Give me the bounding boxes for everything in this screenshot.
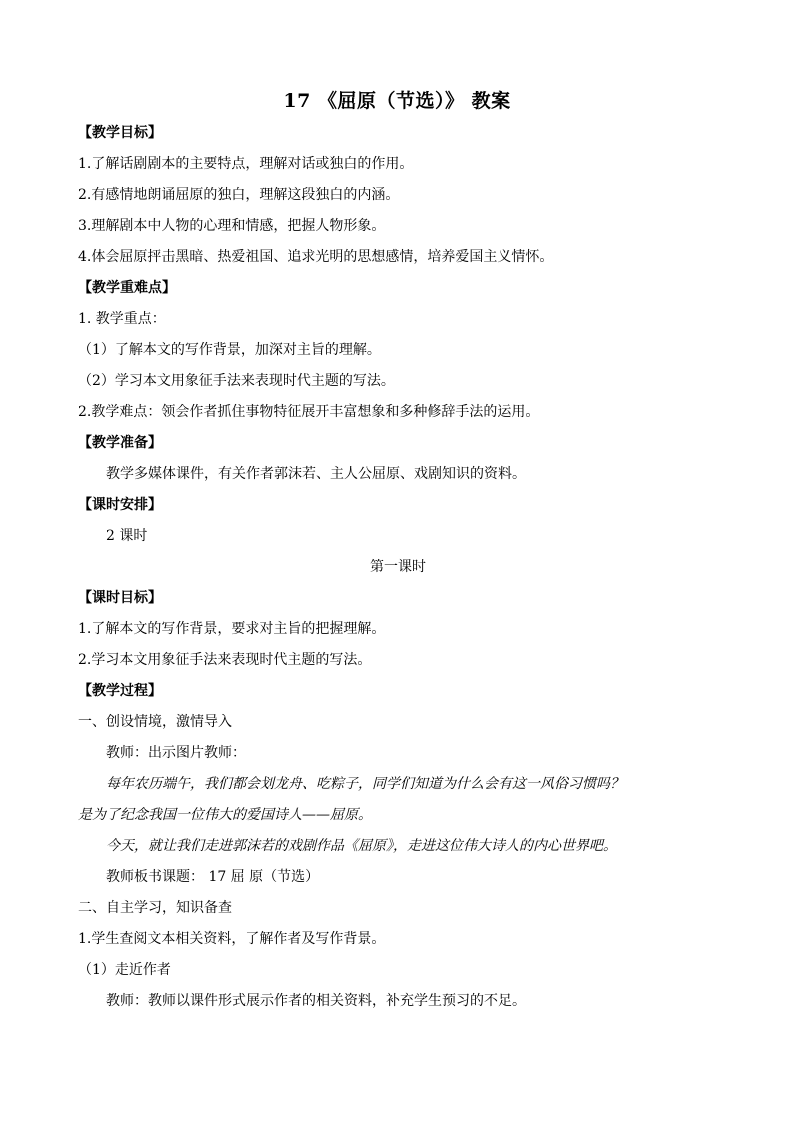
text-line: 1.了解本文的写作背景，要求对主旨的把握理解。 bbox=[78, 621, 386, 637]
section-heading: 【教学重难点】 bbox=[78, 280, 176, 296]
text-line: （1）走近作者 bbox=[78, 962, 171, 978]
text-line: 教师板书课题： 17 屈 原（节选） bbox=[106, 869, 320, 885]
text-line: 2.教学难点：领会作者抓住事物特征展开丰富想象和多种修辞手法的运用。 bbox=[78, 404, 540, 420]
text-line: （1）了解本文的写作背景，加深对主旨的理解。 bbox=[78, 342, 381, 358]
text-line: 教学多媒体课件，有关作者郭沫若、主人公屈原、戏剧知识的资料。 bbox=[106, 466, 526, 482]
text-line: 2.学习本文用象征手法来表现时代主题的写法。 bbox=[78, 652, 372, 668]
text-line: 教师：出示图片教师： bbox=[106, 745, 246, 761]
text-line: 2 课时 bbox=[106, 528, 148, 544]
text-line: 教师：教师以课件形式展示作者的相关资料，补充学生预习的不足。 bbox=[106, 993, 526, 1009]
text-line: （2）学习本文用象征手法来表现时代主题的写法。 bbox=[78, 373, 395, 389]
section-heading: 【课时安排】 bbox=[78, 497, 162, 513]
text-line: 二、自主学习，知识备查 bbox=[78, 900, 232, 916]
document-body bbox=[78, 118, 718, 1017]
text-line: 今天，就让我们走进郭沫若的戏剧作品《屈原》，走进这位伟大诗人的内心世界吧。 bbox=[106, 838, 617, 854]
document-title: 17 《屈原（节选）》 教案 bbox=[283, 90, 511, 112]
section-heading: 【教学过程】 bbox=[78, 683, 162, 699]
section-heading: 【教学目标】 bbox=[78, 125, 162, 141]
text-line: 第一课时 bbox=[370, 559, 426, 575]
section-heading: 【教学准备】 bbox=[78, 435, 162, 451]
text-line: 2.有感情地朗诵屈原的独白，理解这段独白的内涵。 bbox=[78, 187, 400, 203]
text-line: 3.理解剧本中人物的心理和情感，把握人物形象。 bbox=[78, 218, 386, 234]
text-line: 4.体会屈原抨击黑暗、热爱祖国、追求光明的思想感情，培养爱国主义情怀。 bbox=[78, 249, 554, 265]
text-line: 1.了解话剧剧本的主要特点，理解对话或独白的作用。 bbox=[78, 156, 414, 172]
text-line: 1.学生查阅文本相关资料，了解作者及写作背景。 bbox=[78, 931, 386, 947]
text-line: 1. 教学重点： bbox=[78, 311, 166, 327]
text-line: 一、创设情境，激情导入 bbox=[78, 714, 232, 730]
text-line: 每年农历端午，我们都会划龙舟、吃粽子，同学们知道为什么会有这一风俗习惯吗？ bbox=[106, 776, 624, 792]
section-heading: 【课时目标】 bbox=[78, 590, 162, 606]
text-line: 是为了纪念我国一位伟大的爱国诗人——屈原。 bbox=[78, 807, 372, 823]
